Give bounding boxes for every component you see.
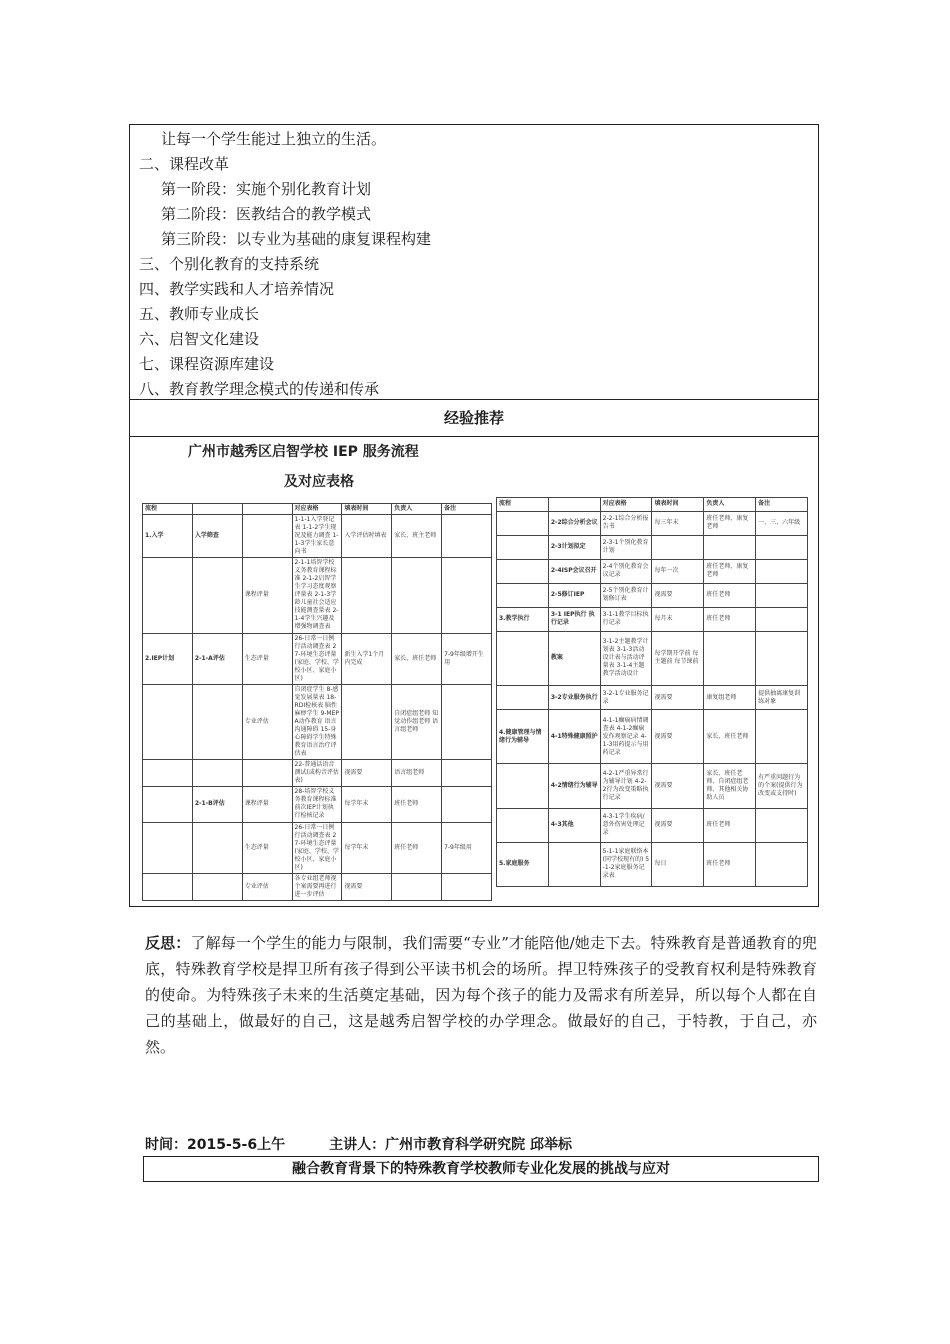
table-row (143, 515, 492, 558)
table-cell: 5.家庭服务 (497, 842, 549, 886)
table-row (143, 760, 492, 787)
table-cell (756, 535, 808, 559)
lecture-meta (145, 1134, 572, 1154)
table-cell: 每日 (652, 842, 704, 886)
table-cell: 视需要 (652, 583, 704, 607)
table-cell (756, 808, 808, 842)
table-cell: 一、三、六年级 (756, 511, 808, 535)
table-cell (442, 684, 492, 759)
reflection-text: 了解每一个学生的能力与限制，我们需要“专业”才能陪他/她走下去。特殊教育是普通教育的兜底，特殊教育学校是捍卫所有孩子得到公平读书机会的场所。捍卫特殊孩子的受教育权利是特殊教育的使命。为特殊孩子未来的生活奠定基础，因为每个孩子的能力及需求有所差异，所以每个人都在自己的基础上，做最好的自己，这是越秀启智学校的办学理念。做最好的自己，于特教，于自己，亦然。 (145, 934, 817, 1056)
table-header-cell: 流程 (497, 498, 549, 512)
table-cell: 4-1-1癫痫病情调查表 4-1-2癫痫发作观察记录 4-1-3用药提示与用药记录 (600, 710, 652, 764)
table-cell (497, 583, 549, 607)
table-cell (442, 873, 492, 900)
table-cell: 1.入学 (143, 515, 193, 558)
scan-subtitle: 及对应表格 (284, 474, 354, 490)
table-cell: 2-5修订IEP (548, 583, 600, 607)
table-header-cell: 对应表格 (600, 498, 652, 512)
table-row (497, 559, 808, 583)
table-cell (192, 558, 242, 633)
table-cell: 2-2-1综合分析报告书 (600, 511, 652, 535)
table-header-cell: 填表时间 (652, 498, 704, 512)
table-cell: 3-1 IEP执行 执行记录 (548, 607, 600, 631)
outline-line: 三、个别化教育的支持系统 (139, 255, 320, 273)
table-row (143, 787, 492, 822)
table-cell: 每三年末 (652, 511, 704, 535)
table-cell (756, 607, 808, 631)
table-cell: 视需要 (652, 686, 704, 710)
table-cell: 7-9年级用 (442, 822, 492, 873)
table-cell (392, 873, 442, 900)
table-cell: 自闭症组老师 知觉动作组老师 语言组老师 (392, 684, 442, 759)
reflection-paragraph (145, 930, 817, 1060)
table-cell (392, 558, 442, 633)
table-cell: 每年一次 (652, 559, 704, 583)
table-cell: 家长、班主老师 (392, 515, 442, 558)
table-cell (548, 842, 600, 886)
table-cell: 2-5个别化教育计划修订表 (600, 583, 652, 607)
table-cell: 2-1-1培智学校义务教育课程标准 2-1-2启智学生学习态度观察评量表 2-1-3学龄儿童社会适应技能测查量表 2-1-4学生兴趣及增强物调查表 (292, 558, 342, 633)
table-cell: 2-1-B评估 (192, 787, 242, 822)
table-cell: 2-3-1个别化教育计划 (600, 535, 652, 559)
table-header-cell: 流程 (143, 504, 193, 515)
table-cell: 7-9年级增开生用 (442, 633, 492, 684)
table-row (497, 686, 808, 710)
table-row (143, 822, 492, 873)
table-cell: 1-1-1入学登记表 1-1-2学生现况及能力调查 1-1-3学生家长意向书 (292, 515, 342, 558)
table-cell: 4-1特殊健康照护 (548, 710, 600, 764)
scan-title: 广州市越秀区启智学校 IEP 服务流程 (188, 444, 419, 460)
table-cell: 每学年末 (342, 787, 392, 822)
table-cell: 班任老师 (704, 842, 756, 886)
table-row (143, 558, 492, 633)
table-header-cell (242, 504, 292, 515)
table-cell: 课程评量 (242, 787, 292, 822)
table-row (497, 535, 808, 559)
table-cell (143, 822, 193, 873)
table-header-cell: 对应表格 (292, 504, 342, 515)
table-cell: 班任老师 (704, 808, 756, 842)
table-cell: 家长、班任老师 (392, 633, 442, 684)
table-cell: 2-1-A评估 (192, 633, 242, 684)
table-cell: 3-1-1教学目标执行记录 (600, 607, 652, 631)
table-header-cell: 负责人 (392, 504, 442, 515)
table-cell (143, 873, 193, 900)
table-cell: 专业评估 (242, 684, 292, 759)
table-cell: 教案 (548, 631, 600, 685)
table-cell (497, 808, 549, 842)
table-cell: 4-3其他 (548, 808, 600, 842)
table-cell: 家长、班任老师 (704, 710, 756, 764)
table-cell (497, 559, 549, 583)
table-cell: 4-3-1学生疾病/意外伤害处理记录 (600, 808, 652, 842)
table-cell (756, 559, 808, 583)
outline-list (139, 127, 809, 402)
table-cell (756, 842, 808, 886)
lecture-speaker: 主讲人：广州市教育科学研究院 邱举标 (329, 1137, 572, 1153)
table-cell: 提供抽离康复训练对象 (756, 686, 808, 710)
table-header-cell: 负责人 (704, 498, 756, 512)
table-cell: 班任老师 (392, 822, 442, 873)
table-row (497, 583, 808, 607)
table-row (143, 684, 492, 759)
table-cell (143, 787, 193, 822)
table-cell: 班任老师 (392, 787, 442, 822)
scanned-iep-flowchart (138, 437, 814, 905)
table-cell (192, 822, 242, 873)
table-row (143, 873, 492, 900)
table-cell: 5-1-1家庭联络本(同学校现有的) 5-1-2家庭服务记录表 (600, 842, 652, 886)
content-frame (129, 124, 819, 907)
outline-line: 八、教育教学理念模式的传递和传承 (139, 380, 380, 398)
reflection-label: 反思： (145, 934, 191, 952)
table-cell: 每月末 (652, 607, 704, 631)
outline-line: 二、课程改革 (139, 155, 230, 173)
table-header-cell: 备注 (756, 498, 808, 512)
table-cell: 视需要 (342, 873, 392, 900)
table-cell (704, 535, 756, 559)
table-cell (442, 787, 492, 822)
outline-line: 第一阶段：实施个别化教育计划 (161, 180, 372, 198)
table-cell (756, 631, 808, 685)
lecture-time: 时间：2015-5-6上午 (145, 1137, 286, 1153)
table-cell: 28-培智学校义务教育课程标准 前次IEP计划执行检核记录 (292, 787, 342, 822)
outline-line: 第二阶段：医教结合的教学模式 (161, 205, 372, 223)
table-cell: 3-2-1专业服务记录 (600, 686, 652, 710)
table-cell: 26-日常一日例行活动调查表 27-环境生态评量(家庭、学校、学校小区、家庭小区) (292, 822, 342, 873)
table-cell: 入学筛查 (192, 515, 242, 558)
table-cell (143, 558, 193, 633)
table-header-cell: 填表时间 (342, 504, 392, 515)
table-row (497, 808, 808, 842)
table-header-cell: 备注 (442, 504, 492, 515)
table-cell (192, 873, 242, 900)
table-row (497, 511, 808, 535)
table-cell: 课程评量 (242, 558, 292, 633)
table-cell (704, 631, 756, 685)
table-cell (242, 760, 292, 787)
table-cell (652, 535, 704, 559)
table-cell: 2-4个别化教育会议记录 (600, 559, 652, 583)
table-cell: 班任老师、康复老师 (704, 559, 756, 583)
table-cell: 4-2-1严重异常行为辅导计划 4-2-2行为改变策略执行记录 (600, 764, 652, 808)
next-lecture-title: 融合教育背景下的特殊教育学校教师专业化发展的挑战与应对 (143, 1156, 819, 1182)
outline-line: 四、教学实践和人才培养情况 (139, 280, 335, 298)
table-cell (497, 764, 549, 808)
table-cell (192, 684, 242, 759)
table-row (497, 710, 808, 764)
table-cell (442, 515, 492, 558)
table-cell: 2.IEP计划 (143, 633, 193, 684)
table-cell: 班任老师 (704, 607, 756, 631)
table-cell: 入学评估时填表 (342, 515, 392, 558)
outline-line: 六、启智文化建设 (139, 330, 260, 348)
table-cell: 4.健康管理与情绪行为辅导 (497, 710, 549, 764)
table-cell: 4-2情绪行为辅导 (548, 764, 600, 808)
table-cell: 3-1-2主题教学计划表 3-1-3活动设计表与活动评量表 3-1-4主题教学活动设计 (600, 631, 652, 685)
table-cell: 视需要 (342, 760, 392, 787)
table-cell: 班任老师、康复老师 (704, 511, 756, 535)
table-cell: 班任老师 (704, 583, 756, 607)
table-row (497, 842, 808, 886)
table-cell: 各专业组老师视个案需要再进行进一步评估 (292, 873, 342, 900)
outline-line: 五、教师专业成长 (139, 305, 260, 323)
table-cell (143, 760, 193, 787)
table-cell (497, 631, 549, 685)
table-row (143, 633, 492, 684)
table-cell (497, 511, 549, 535)
outline-line: 七、课程资源库建设 (139, 355, 275, 373)
table-cell (192, 760, 242, 787)
iep-right-table (496, 497, 808, 887)
iep-left-table (142, 503, 492, 901)
table-cell: 2-2综合分析会议 (548, 511, 600, 535)
table-cell (497, 535, 549, 559)
table-cell: 2-3计划拟定 (548, 535, 600, 559)
table-cell: 新生入学1个月内完成 (342, 633, 392, 684)
table-cell: 22-普通话语音测试(或构音评估表) (292, 760, 342, 787)
table-row (497, 631, 808, 685)
table-row (497, 764, 808, 808)
outline-line: 第三阶段：以专业为基础的康复课程构建 (161, 230, 432, 248)
table-cell: 有严重问题行为的个案(提供行为改变或支持时) (756, 764, 808, 808)
table-cell: 视需要 (652, 808, 704, 842)
table-cell (442, 558, 492, 633)
table-cell (143, 684, 193, 759)
table-cell: 语言组老师 (392, 760, 442, 787)
table-cell: 26-日常一日例行活动调查表 27-环境生态评量(家庭、学校、学校小区、家庭小区) (292, 633, 342, 684)
table-cell: 自闭症学生 8-感觉发展量表 18-RDI检核表 脑性麻痹学生 9-MEPA动作教育 语言沟通障碍 15-身心障碍学生特殊教育语言治疗评估表 (292, 684, 342, 759)
table-cell (442, 760, 492, 787)
table-cell: 专业评估 (242, 873, 292, 900)
table-cell: 3-2专业服务执行 (548, 686, 600, 710)
outline-line: 让每一个学生能过上独立的生活。 (161, 130, 387, 148)
table-cell: 家长、班任老师、自闭症组老师、其他相关协助人员 (704, 764, 756, 808)
table-cell: 生态评量 (242, 633, 292, 684)
table-cell: 2-4ISP会议召开 (548, 559, 600, 583)
table-row (497, 607, 808, 631)
table-cell: 康复组老师 (704, 686, 756, 710)
table-header-cell (548, 498, 600, 512)
table-cell: 视需要 (652, 764, 704, 808)
table-header-cell (192, 504, 242, 515)
table-cell (756, 583, 808, 607)
table-cell: 每学年末 (342, 822, 392, 873)
table-cell (497, 686, 549, 710)
table-cell: 3.教学执行 (497, 607, 549, 631)
table-cell: 每学期开学前 每主题前 每节课前 (652, 631, 704, 685)
table-cell: 生态评量 (242, 822, 292, 873)
table-cell: 视需要 (652, 710, 704, 764)
table-cell (342, 558, 392, 633)
table-cell (342, 684, 392, 759)
table-cell (756, 710, 808, 764)
table-cell (242, 515, 292, 558)
section-header: 经验推荐 (130, 399, 818, 437)
